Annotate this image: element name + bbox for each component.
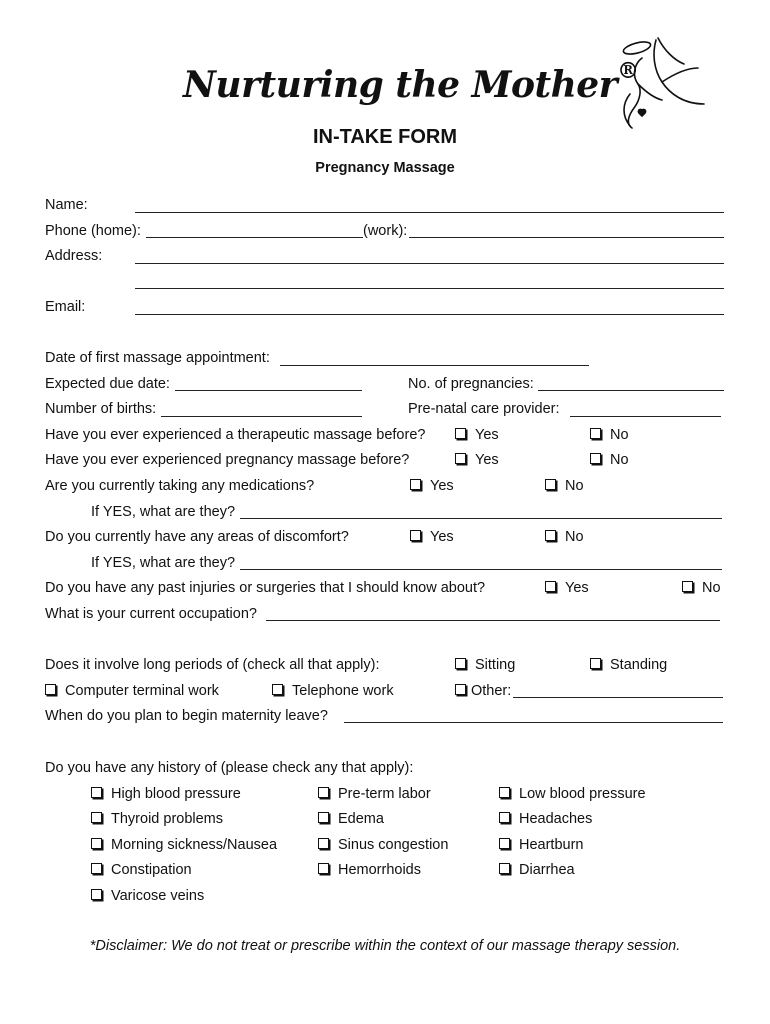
checkbox-icon[interactable] [410,479,421,490]
history-option[interactable]: Varicose veins [91,888,204,904]
checkbox-icon[interactable] [318,838,329,849]
address-field-line-2[interactable] [135,288,724,289]
therapeutic-no-option[interactable]: No [590,427,629,443]
discomfort-list-field[interactable] [240,569,722,570]
history-option[interactable]: Morning sickness/Nausea [91,837,277,853]
history-option[interactable]: High blood pressure [91,786,241,802]
registered-mark: ® [617,58,639,84]
checkbox-icon[interactable] [545,581,556,592]
pregnancy-yes-option[interactable]: Yes [455,452,499,468]
births-label: Number of births: [45,401,157,417]
checkbox-icon[interactable] [91,863,102,874]
history-option[interactable]: Pre-term labor [318,786,431,802]
discomfort-yes-option[interactable]: Yes [410,529,454,545]
standing-option[interactable]: Standing [590,657,667,673]
telephone-work-option[interactable]: Telephone work [272,683,394,699]
pregnancies-field[interactable] [538,390,724,391]
due-date-label: Expected due date: [45,376,170,392]
address-label: Address: [45,248,103,264]
checkbox-icon[interactable] [455,428,466,439]
history-option[interactable]: Diarrhea [499,862,575,878]
checkbox-icon[interactable] [590,453,601,464]
checkbox-icon[interactable] [545,530,556,541]
sitting-option[interactable]: Sitting [455,657,515,673]
due-date-field[interactable] [175,390,362,391]
medications-no-option[interactable]: No [545,478,584,494]
history-option[interactable]: Low blood pressure [499,786,646,802]
checkbox-icon[interactable] [545,479,556,490]
births-field[interactable] [161,416,362,417]
pregnancy-no-option[interactable]: No [590,452,629,468]
pregnancy-massage-question: Have you ever experienced pregnancy massage before? [45,452,410,468]
medications-yes-option[interactable]: Yes [410,478,454,494]
computer-work-option[interactable]: Computer terminal work [45,683,219,699]
checkbox-icon[interactable] [272,684,283,695]
phone-work-label: (work): [363,223,408,239]
name-label: Name: [45,197,88,213]
maternity-leave-label: When do you plan to begin maternity leave? [45,708,328,724]
checkbox-icon[interactable] [318,812,329,823]
maternity-leave-field[interactable] [344,722,723,723]
injuries-no-option[interactable]: No [682,580,721,596]
therapeutic-yes-option[interactable]: Yes [455,427,499,443]
phone-work-field[interactable] [409,237,724,238]
first-appointment-field[interactable] [280,365,589,366]
checkbox-icon[interactable] [590,658,601,669]
care-provider-label: Pre-natal care provider: [408,401,560,417]
pregnancy-massage-subtitle: Pregnancy Massage [315,160,455,176]
checkbox-icon[interactable] [499,787,510,798]
checkbox-icon[interactable] [499,812,510,823]
email-label: Email: [45,299,86,315]
phone-home-field[interactable] [146,237,363,238]
history-option[interactable]: Heartburn [499,837,583,853]
checkbox-icon[interactable] [91,889,102,900]
history-option[interactable]: Constipation [91,862,192,878]
checkbox-icon[interactable] [499,863,510,874]
discomfort-if-yes-label: If YES, what are they? [91,555,236,571]
checkbox-icon[interactable] [499,838,510,849]
medications-if-yes-label: If YES, what are they? [91,504,236,520]
address-field-line-1[interactable] [135,263,724,264]
history-option[interactable]: Hemorrhoids [318,862,421,878]
care-provider-field[interactable] [570,416,721,417]
other-field[interactable] [513,697,723,698]
checkbox-icon[interactable] [91,812,102,823]
form-title-logo-text: Nurturing the Mother® [183,58,639,106]
email-field[interactable] [135,314,724,315]
other-option[interactable]: Other: [455,683,511,699]
discomfort-question: Do you currently have any areas of discomfort? [45,529,349,545]
checkbox-icon[interactable] [455,684,466,695]
history-option[interactable]: Thyroid problems [91,811,223,827]
checkbox-icon[interactable] [455,453,466,464]
checkbox-icon[interactable] [318,863,329,874]
disclaimer-text: *Disclaimer: We do not treat or prescribe within the context of our massage therapy session. [89,938,681,954]
occupation-field[interactable] [266,620,720,621]
occupation-label: What is your current occupation? [45,606,257,622]
history-option[interactable]: Edema [318,811,384,827]
injuries-yes-option[interactable]: Yes [545,580,589,596]
checkbox-icon[interactable] [410,530,421,541]
first-appointment-label: Date of first massage appointment: [45,350,270,366]
pregnancies-label: No. of pregnancies: [408,376,534,392]
checkbox-icon[interactable] [318,787,329,798]
phone-home-label: Phone (home): [45,223,141,239]
injuries-question: Do you have any past injuries or surgeries that I should know about? [45,580,486,596]
checkbox-icon[interactable] [91,787,102,798]
checkbox-icon[interactable] [455,658,466,669]
checkbox-icon[interactable] [45,684,56,695]
checkbox-icon[interactable] [91,838,102,849]
therapeutic-massage-question: Have you ever experienced a therapeutic massage before? [45,427,426,443]
history-option[interactable]: Sinus congestion [318,837,448,853]
long-periods-question: Does it involve long periods of (check all that apply): [45,657,380,673]
medications-question: Are you currently taking any medications? [45,478,315,494]
checkbox-icon[interactable] [682,581,693,592]
angel-icon [612,34,722,134]
history-option[interactable]: Headaches [499,811,592,827]
history-prompt: Do you have any history of (please check any that apply): [45,760,414,776]
checkbox-icon[interactable] [590,428,601,439]
discomfort-no-option[interactable]: No [545,529,584,545]
name-field[interactable] [135,212,724,213]
medications-list-field[interactable] [240,518,722,519]
in-take-form-heading: IN-TAKE FORM [312,126,458,148]
